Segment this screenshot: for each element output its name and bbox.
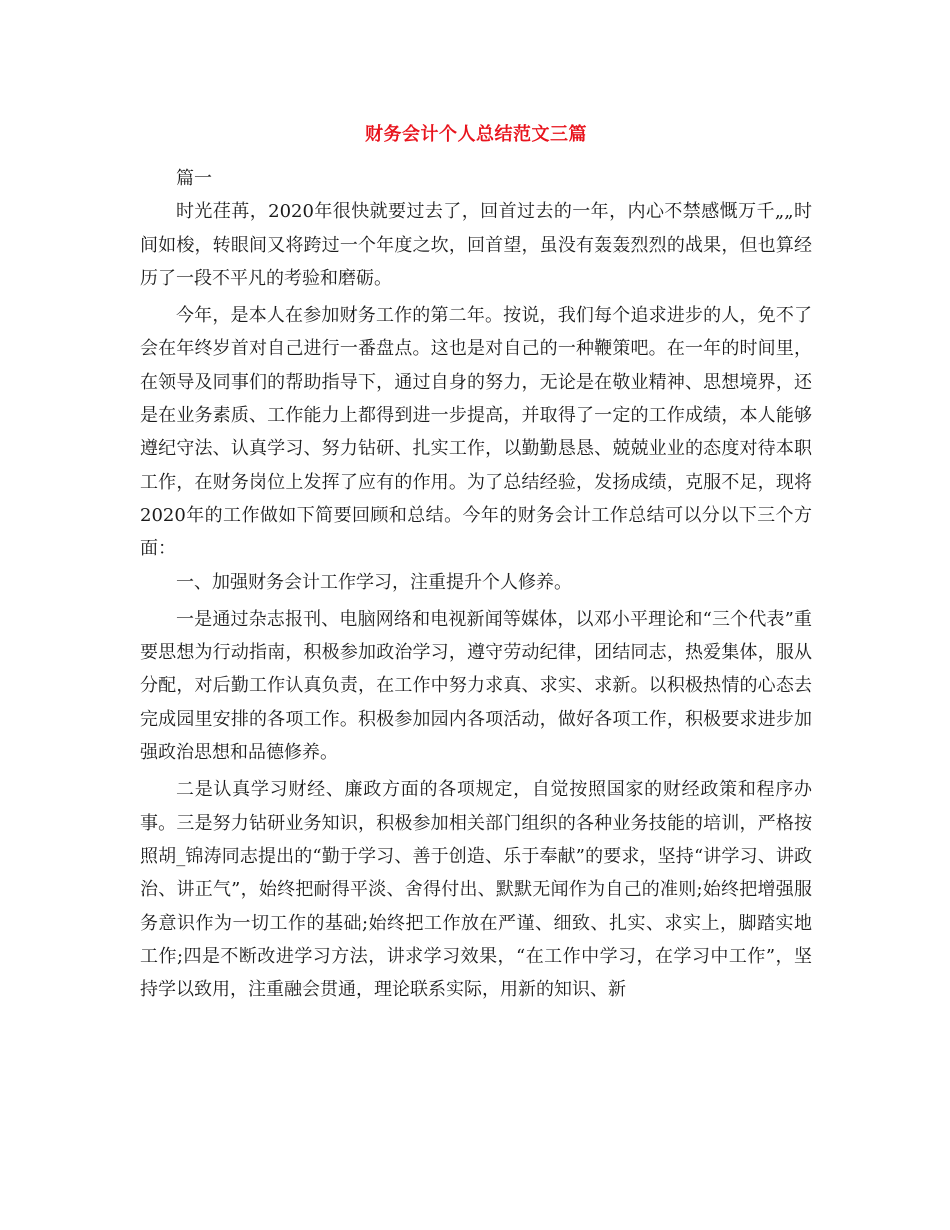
paragraph-summary: 今年，是本人在参加财务工作的第二年。按说，我们每个追求进步的人，免不了会在年终岁首对自己进行一番盘点。这也是对自己的一种鞭策吧。在一年的时间里，在领导及同事们的帮助指导下，通过自身的努力，无论是在敬业精神、思想境界，还是在业务素质、工作能力上都得到进一步提高，并取得了一定的工作成绩，本人能够遵纪守法、认真学习、努力钻研、扎实工作，以勤勤恳恳、兢兢业业的态度对待本职工作，在财务岗位上发挥了应有的作用。为了总结经验，发扬成绩，克服不足，现将2020年的工作做如下简要回顾和总结。今年的财务会计工作总结可以分以下三个方面：	[140, 305, 812, 560]
section-label: 篇一	[176, 168, 212, 189]
document-title: 财务会计个人总结范文三篇	[365, 124, 587, 145]
paragraph-heading-one: 一、加强财务会计工作学习，注重提升个人修养。	[176, 571, 572, 593]
paragraph-point-two: 二是认真学习财经、廉政方面的各项规定，自觉按照国家的财经政策和程序办事。三是努力钻研业务知识，积极参加相关部门组织的各种业务技能的培训，严格按照胡_锦涛同志提出的“勤于学习、善于创造、乐于奉献”的要求，坚持“讲学习、讲政治、讲正气”，始终把耐得平淡、舍得付出、默默无闻作为自己的准则;始终把增强服务意识作为一切工作的基础;始终把工作放在严谨、细致、扎实、求实上，脚踏实地工作;四是不断改进学习方法，讲求学习效果，“在工作中学习，在学习中工作”，坚持学以致用，注重融会贯通，理论联系实际，用新的知识、新	[140, 779, 812, 1001]
document-body	[140, 162, 812, 1006]
paragraph-intro: 时光荏苒，2020年很快就要过去了，回首过去的一年，内心不禁感慨万千„„时间如梭，转眼间又将跨过一个年度之坎，回首望，虽没有轰轰烈烈的战果，但也算经历了一段不平凡的考验和磨砺。	[140, 201, 812, 289]
paragraph-point-one: 一是通过杂志报刊、电脑网络和电视新闻等媒体，以邓小平理论和“三个代表”重要思想为行动指南，积极参加政治学习，遵守劳动纪律，团结同志，热爱集体，服从分配，对后勤工作认真负责，在工作中努力求真、求实、求新。以积极热情的心态去完成园里安排的各项工作。积极参加园内各项活动，做好各项工作，积极要求进步加强政治思想和品德修养。	[140, 608, 812, 764]
